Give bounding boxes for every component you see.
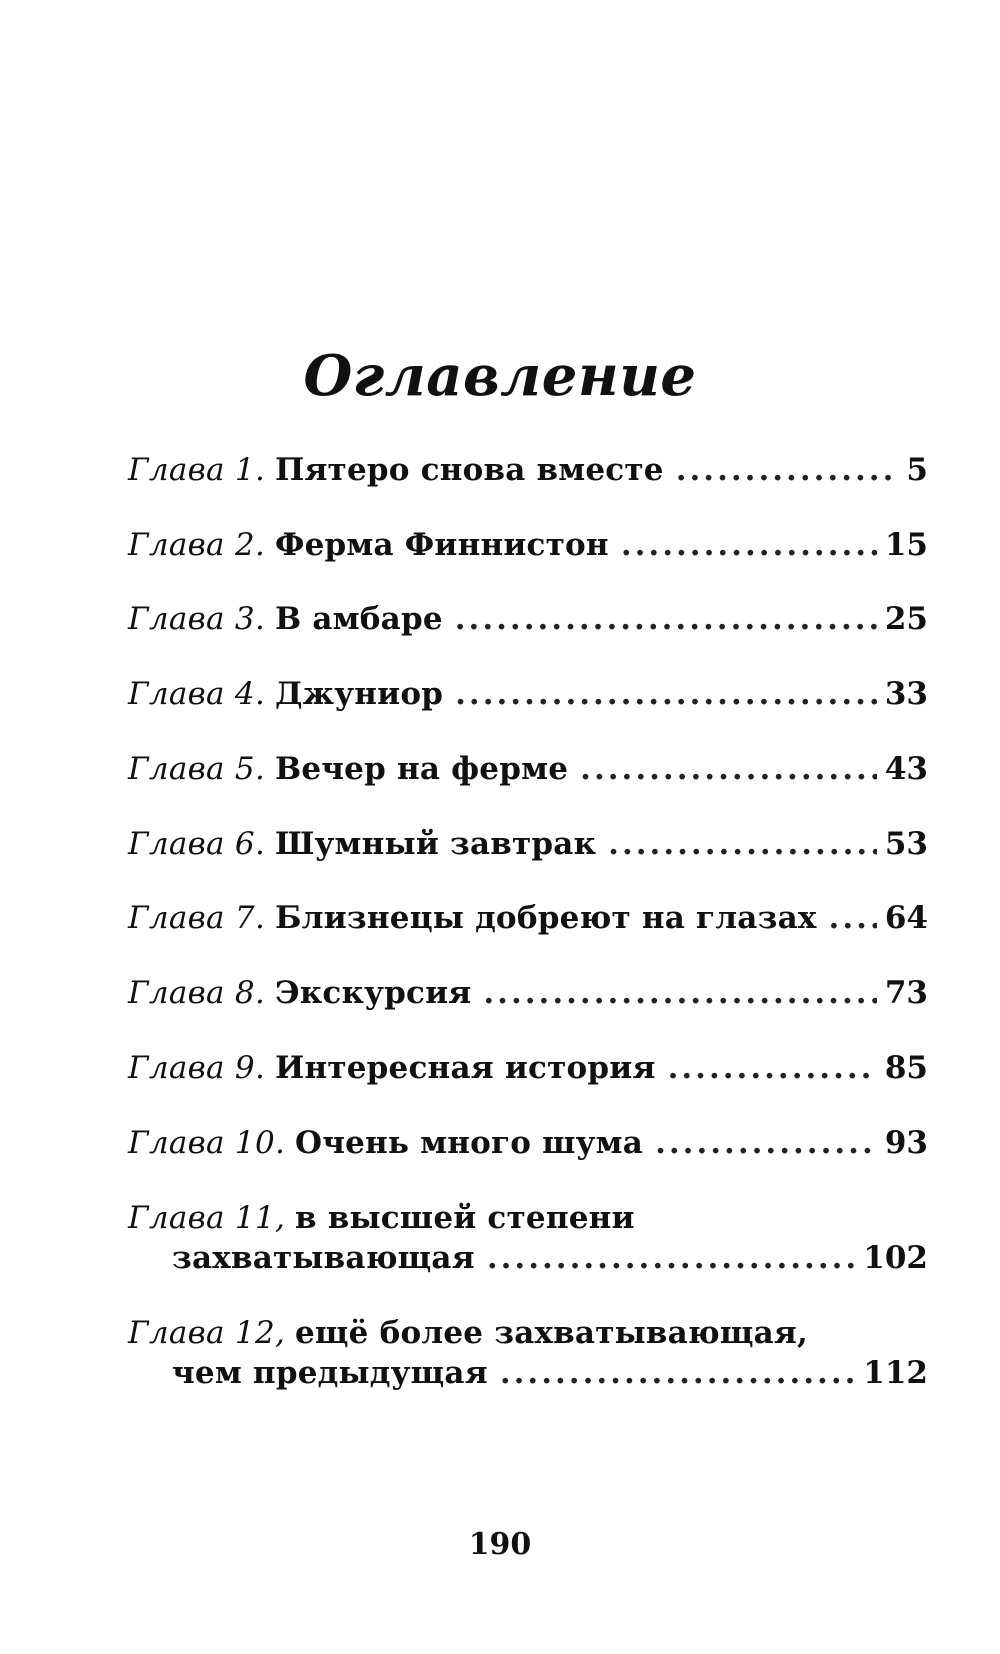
dot-leader xyxy=(500,1353,855,1393)
page-ref: 85 xyxy=(884,1050,928,1086)
page-ref: 25 xyxy=(884,601,928,637)
toc-entry-3 xyxy=(128,599,928,639)
chapter-title: ещё более захватывающая, xyxy=(294,1315,809,1351)
toc-entry-8 xyxy=(128,973,928,1013)
chapter-label: Глава 7. xyxy=(128,900,266,936)
page-title: Оглавление xyxy=(303,343,697,409)
toc-entry-12 xyxy=(128,1313,928,1393)
chapter-title: Близнецы добреют на глазах xyxy=(274,900,817,936)
page-ref: 15 xyxy=(884,527,928,563)
dot-leader xyxy=(455,674,877,714)
dot-leader xyxy=(580,749,877,789)
chapter-label: Глава 5. xyxy=(128,751,266,787)
chapter-label: Глава 2. xyxy=(128,527,266,563)
chapter-title: в высшей степени xyxy=(294,1200,635,1236)
chapter-title: Ферма Финнистон xyxy=(274,527,609,563)
toc-entry-5 xyxy=(128,749,928,789)
dot-leader xyxy=(487,1238,855,1278)
page-ref: 33 xyxy=(884,676,928,712)
chapter-label: Глава 6. xyxy=(128,826,266,862)
chapter-label: Глава 9. xyxy=(128,1050,266,1086)
chapter-title: Экскурсия xyxy=(274,975,472,1011)
chapter-label: Глава 4. xyxy=(128,676,266,712)
toc-entry-9 xyxy=(128,1048,928,1088)
page-ref: 93 xyxy=(884,1125,928,1161)
toc-entry-2 xyxy=(128,525,928,565)
page-ref: 73 xyxy=(884,975,928,1011)
chapter-title-continued: захватывающая xyxy=(172,1240,475,1276)
toc-entry-1 xyxy=(128,450,928,490)
chapter-title-continued: чем предыдущая xyxy=(172,1355,488,1391)
chapter-label: Глава 8. xyxy=(128,975,266,1011)
dot-leader xyxy=(608,824,877,864)
chapter-title: Джуниор xyxy=(274,676,444,712)
chapter-title: Вечер на ферме xyxy=(274,751,569,787)
page-ref: 5 xyxy=(906,452,928,488)
toc-entry-4 xyxy=(128,674,928,714)
page-ref: 64 xyxy=(884,900,928,936)
toc-entry-7 xyxy=(128,898,928,938)
dot-leader xyxy=(621,525,877,565)
page-ref: 102 xyxy=(863,1240,928,1276)
chapter-title: Пятеро снова вместе xyxy=(274,452,664,488)
chapter-title: Очень много шума xyxy=(294,1125,644,1161)
page-ref: 53 xyxy=(884,826,928,862)
chapter-label: Глава 1. xyxy=(128,452,266,488)
page-ref: 112 xyxy=(863,1355,928,1391)
page-ref: 43 xyxy=(884,751,928,787)
dot-leader xyxy=(483,973,876,1013)
toc-entry-11 xyxy=(128,1198,928,1278)
chapter-label: Глава 3. xyxy=(128,601,266,637)
dot-leader xyxy=(829,898,877,938)
dot-leader xyxy=(668,1048,877,1088)
chapter-label: Глава 10. xyxy=(128,1125,286,1161)
toc-entry-10 xyxy=(128,1123,928,1163)
chapter-title: Интересная история xyxy=(274,1050,656,1086)
chapter-label: Глава 12, xyxy=(128,1315,286,1351)
dot-leader xyxy=(455,599,877,639)
toc-entry-6 xyxy=(128,824,928,864)
chapter-title: В амбаре xyxy=(274,601,443,637)
dot-leader xyxy=(676,450,899,490)
dot-leader xyxy=(655,1123,877,1163)
chapter-label: Глава 11, xyxy=(128,1200,286,1236)
chapter-title: Шумный завтрак xyxy=(274,826,597,862)
page-number: 190 xyxy=(468,1527,532,1562)
